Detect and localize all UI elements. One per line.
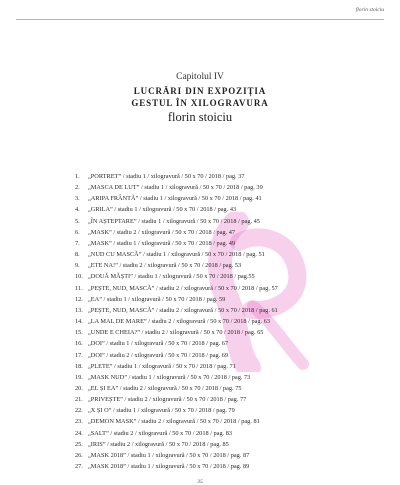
list-item-text: „MASK NUD” / stadiu 1 / xilogravură / 50 x 70 / 2018 / pag. 73 bbox=[88, 373, 251, 381]
list-item-text: „X ȘI O” / stadiu 1 / xilogravură / 50 x 70 / 2018 / pag. 79 bbox=[88, 407, 235, 415]
list-item-text: „IRIS” / stadiu 2 / xilogravură / 50 x 70 / 2018 / pag. 85 bbox=[88, 440, 229, 448]
list-item-text: „DOI” / stadiu 1 / xilogravură / 50 x 70 / 2018 / pag. 67 bbox=[88, 340, 229, 348]
list-item-number: 2. bbox=[75, 184, 80, 192]
list-item-text: „ÎN AȘTEPTARE” / stadiu 1 / xilogravură / 50 x 70 / 2018 / pag. 45 bbox=[88, 217, 260, 225]
list-item bbox=[75, 405, 278, 416]
list-item-text: „DOUĂ MĂȘTI” / stadiu 1 / xilogravură / 50 x 70 / 2018 / pag.55 bbox=[88, 273, 255, 281]
list-item-number: 7. bbox=[75, 239, 80, 247]
list-item-text: „LA MAL DE MARE” / stadiu 2 / xilogravură / 50 x 70 / 2018 / pag. 63 bbox=[88, 318, 271, 326]
list-item bbox=[75, 227, 278, 238]
list-item-number: 20. bbox=[75, 384, 83, 392]
list-item bbox=[75, 316, 278, 327]
list-item bbox=[75, 260, 278, 271]
list-item-text: „SALT” / stadiu 2 / xilogravură / 50 x 70 / 2018 / pag. 83 bbox=[88, 429, 233, 437]
list-item-number: 4. bbox=[75, 206, 80, 214]
list-item bbox=[75, 461, 278, 472]
list-item-number: 14. bbox=[75, 318, 83, 326]
list-item-text: „MASCA DE LUT” / stadiu 1 / xilogravură / 50 x 70 / 2018 / pag. 39 bbox=[88, 184, 263, 192]
list-item-number: 11. bbox=[75, 284, 83, 292]
list-item-number: 25. bbox=[75, 440, 83, 448]
list-item-text: „NUD CU MASCĂ” / stadiu 1 / xilogravură / 50 x 70 / 2018 / pag. 51 bbox=[88, 251, 265, 259]
list-item-text: „DEMON MASK” / stadiu 2 / xilogravură / 50 x 70 / 2018 / pag. 81 bbox=[88, 418, 260, 426]
list-item bbox=[75, 305, 278, 316]
list-item bbox=[75, 171, 278, 182]
list-item-text: „PLETE” / stadiu 1 / xilogravură / 50 x 70 / 2018 / pag. 71 bbox=[88, 362, 236, 370]
list-item bbox=[75, 439, 278, 450]
list-item-text: „ARIPA FRÂNTĂ” / stadiu 1 / xilogravură / 50 x 70 / 2018 / pag. 41 bbox=[88, 195, 262, 203]
list-item-text: „MASK” / stadiu 1 / xilogravură / 50 x 70 / 2018 / pag. 49 bbox=[88, 239, 236, 247]
list-item bbox=[75, 394, 278, 405]
list-item-text: „EL ȘI EA” / stadiu 2 / xilogravură / 50 x 70 / 2018 / pag. 75 bbox=[88, 384, 242, 392]
list-item bbox=[75, 361, 278, 372]
list-item-number: 13. bbox=[75, 306, 83, 314]
list-item bbox=[75, 372, 278, 383]
chapter-title: LUCRĂRI DIN EXPOZIȚIA bbox=[133, 86, 267, 96]
header-rule bbox=[16, 19, 384, 20]
list-item-text: „DOI” / stadiu 2 / xilogravură / 50 x 70 / 2018 / pag. 69 bbox=[88, 351, 229, 359]
list-item bbox=[75, 182, 278, 193]
list-item bbox=[75, 271, 278, 282]
list-item-number: 12. bbox=[75, 295, 83, 303]
list-item bbox=[75, 338, 278, 349]
chapter-author: florin stoiciu bbox=[167, 110, 233, 124]
list-item-text: „PRIVEȘTE” / stadiu 2 / xilogravură / 50 x 70 / 2018 / pag. 77 bbox=[88, 396, 247, 404]
list-item-number: 10. bbox=[75, 273, 83, 281]
list-item-number: 17. bbox=[75, 351, 83, 359]
list-item-number: 1. bbox=[75, 173, 80, 180]
list-item bbox=[75, 283, 278, 294]
list-item bbox=[75, 350, 278, 361]
list-item-number: 8. bbox=[75, 251, 80, 259]
list-item-text: „MASK 2018” / stadiu 1 / xilogravură / 50 x 70 / 2018 / pag. 89 bbox=[88, 463, 250, 471]
list-item bbox=[75, 416, 278, 427]
list-item-text: „EA” / stadiu 1 / xilogravură / 50 x 70 / 2018 / pag. 59 bbox=[88, 295, 226, 303]
chapter-subtitle: GESTUL ÎN XILOGRAVURA bbox=[131, 98, 269, 108]
list-item-number: 6. bbox=[75, 228, 80, 236]
list-item-number: 9. bbox=[75, 262, 80, 270]
list-item-number: 27. bbox=[75, 463, 83, 471]
list-item-number: 26. bbox=[75, 451, 83, 459]
list-item-text: „GRILA” / stadiu 1 / xilogravură / 50 x 70 / 2018 / pag. 43 bbox=[88, 206, 237, 214]
list-item-number: 5. bbox=[75, 217, 80, 225]
list-item-text: „ETE NA!” / stadiu 2 / xilogravură / 50 x 70 / 2018 / pag. 53 bbox=[88, 262, 242, 270]
list-item bbox=[75, 428, 278, 439]
list-item-number: 19. bbox=[75, 373, 83, 381]
chapter-heading bbox=[0, 71, 400, 125]
list-item-text: „UNDE E CHEIA?” / stadiu 2 / xilogravură / 50 x 70 / 2018 / pag. 65 bbox=[88, 329, 264, 337]
list-item bbox=[75, 238, 278, 249]
list-item bbox=[75, 383, 278, 394]
works-list bbox=[75, 171, 278, 472]
list-item-number: 23. bbox=[75, 418, 83, 426]
list-item bbox=[75, 204, 278, 215]
list-item-number: 22. bbox=[75, 407, 83, 415]
list-item-text: „PEȘTE, NUD, MASCĂ” / stadiu 2 / xilogravură / 50 x 70 / 2018 / pag. 61 bbox=[88, 306, 278, 314]
list-item bbox=[75, 327, 278, 338]
list-item-text: „PORTRET” / stadiu 1 / xilogravură / 50 x 70 / 2018 / pag. 37 bbox=[88, 173, 245, 180]
page-number: 35 bbox=[197, 479, 203, 485]
list-item bbox=[75, 294, 278, 305]
list-item-number: 21. bbox=[75, 396, 83, 404]
list-item-number: 15. bbox=[75, 329, 83, 337]
list-item bbox=[75, 450, 278, 461]
list-item-text: „MASK” / stadiu 2 / xilogravură / 50 x 70 / 2018 / pag. 47 bbox=[88, 228, 236, 236]
list-item-text: „MASK 2018” / stadiu 1 / xilogravură / 50 x 70 / 2018 / pag. 87 bbox=[88, 451, 250, 459]
chapter-label: Capitolul IV bbox=[176, 72, 224, 82]
list-item bbox=[75, 249, 278, 260]
list-item-number: 18. bbox=[75, 362, 83, 370]
list-item-number: 16. bbox=[75, 340, 83, 348]
list-item-number: 24. bbox=[75, 429, 83, 437]
list-item-number: 3. bbox=[75, 195, 80, 203]
list-item bbox=[75, 193, 278, 204]
list-item-text: „PEȘTE, NUD, MASCĂ” / stadiu 2 / xilogravură / 50 x 70 / 2018 / pag. 57 bbox=[88, 284, 278, 292]
running-header: florin stoiciu bbox=[355, 7, 384, 13]
list-item bbox=[75, 216, 278, 227]
